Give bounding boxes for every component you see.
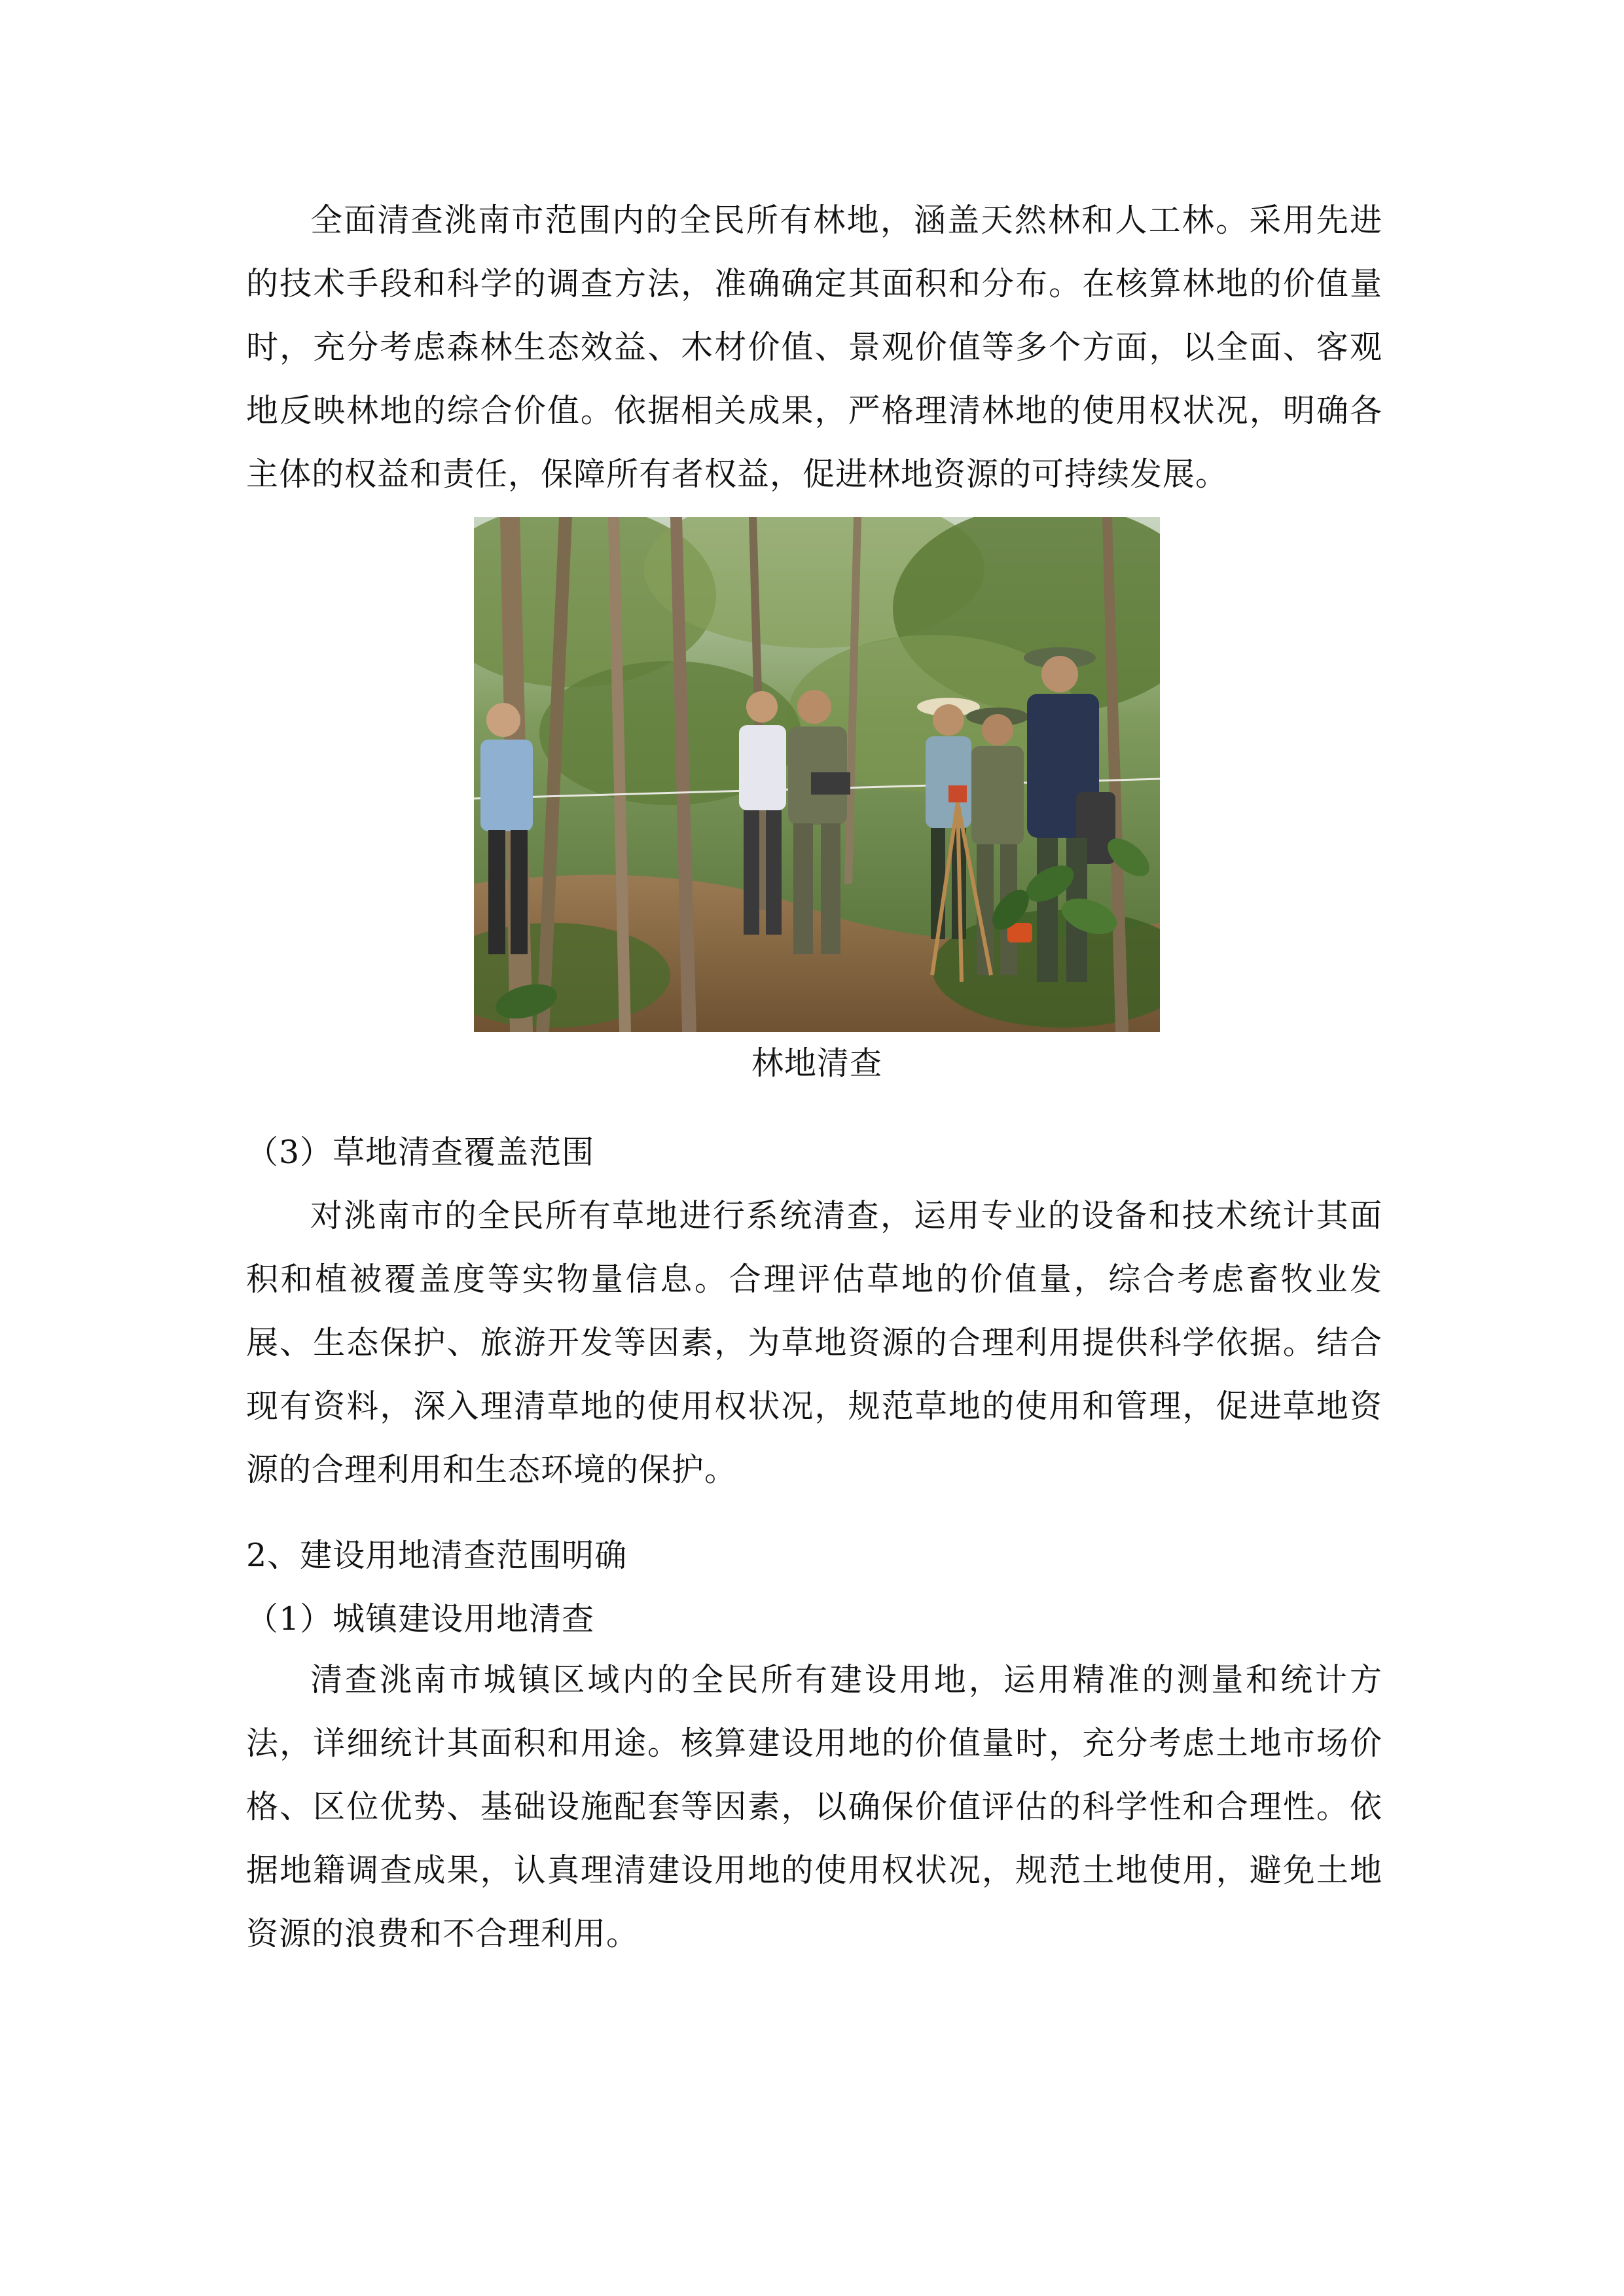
construction-paragraph: 清查洮南市城镇区域内的全民所有建设用地，运用精准的测量和统计方法，详细统计其面积和用途。核算建设用地的价值量时，充分考虑土地市场价格、区位优势、基础设施配套等因素，以确保价值评估的科学性和合理性。依据地籍调查成果，认真理清建设用地的使用权状况，规范土地使用，避免土地资源的浪费和不合理利用。 <box>246 1661 1382 1952</box>
grassland-heading: （3）草地清查覆盖范围 <box>246 1134 595 1171</box>
forest-section <box>246 188 1382 506</box>
grassland-paragraph: 对洮南市的全民所有草地进行系统清查，运用专业的设备和技术统计其面积和植被覆盖度等实物量信息。合理评估草地的价值量，综合考虑畜牧业发展、生态保护、旅游开发等因素，为草地资源的合理利用提供科学依据。结合现有资料，深入理清草地的使用权状况，规范草地的使用和管理，促进草地资源的合理利用和生态环境的保护。 <box>246 1197 1382 1488</box>
urban-construction-subheading: （1）城镇建设用地清查 <box>246 1600 595 1638</box>
forest-paragraph: 全面清查洮南市范围内的全民所有林地，涵盖天然林和人工林。采用先进的技术手段和科学的调查方法，准确确定其面积和分布。在核算林地的价值量时，充分考虑森林生态效益、木材价值、景观价值等多个方面，以全面、客观地反映林地的综合价值。依据相关成果，严格理清林地的使用权状况，明确各主体的权益和责任，保障所有者权益，促进林地资源的可持续发展。 <box>246 202 1382 493</box>
forest-survey-photo <box>474 517 1160 1032</box>
construction-heading: 2、建设用地清查范围明确 <box>246 1537 628 1574</box>
construction-section <box>246 1648 1382 1965</box>
grassland-section <box>246 1184 1382 1501</box>
figure-caption: 林地清查 <box>751 1045 882 1082</box>
